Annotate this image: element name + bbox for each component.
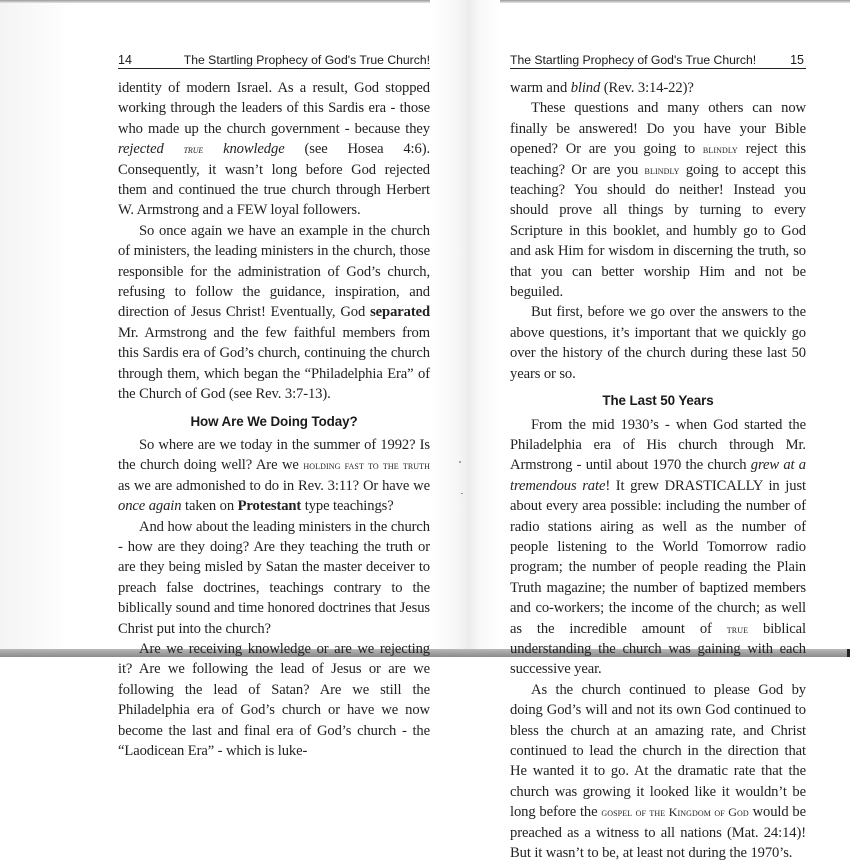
italic-text: blind bbox=[570, 80, 601, 96]
text-run: ! It grew DRASTICALLY in just about every area possible: including the number of radio stations airing as well as the number of people listening to the World Tomorrow radio program; the number of people reading the Plain Truth magazine; the number of baptized members and co-workers; the income of the church; as well as the incredible amount of bbox=[510, 477, 806, 637]
italic-text: once again bbox=[118, 498, 182, 515]
running-head-left bbox=[118, 50, 430, 69]
smallcaps-text: true bbox=[726, 621, 749, 636]
text-run: But first, before we go over the answers to the above questions, it’s important that we quickly go over the history of the church during these last 50 years or so. bbox=[510, 304, 806, 382]
italic-text: grew at a tremendous rate bbox=[510, 457, 806, 494]
smallcaps-text: blindly bbox=[702, 142, 738, 157]
scan-speck bbox=[461, 493, 463, 494]
italic-text: rejected bbox=[118, 141, 184, 158]
bold-text: Protestant bbox=[237, 498, 302, 515]
text-run: taken on bbox=[181, 498, 238, 515]
paragraph bbox=[510, 415, 806, 680]
paragraph bbox=[510, 680, 806, 863]
text-run: So where are we today in the summer of 1992? Is the church doing well? Are we bbox=[118, 436, 430, 474]
left-margin-shade bbox=[0, 3, 68, 649]
paragraph bbox=[118, 78, 430, 221]
section-heading: How Are We Doing Today? bbox=[190, 413, 358, 429]
text-run: As the church continued to please God by doing God’s will and not its own God continued to bless the church at an amazing rate, and Christ continued to lead the church in the direction that He wanted it to go. At the dramatic rate that the church was growing it looked like it wouldn’t be long before the bbox=[510, 681, 806, 821]
text-run: So once again we have an example in the church of ministers, the leading ministers in the church, those responsible for the administration of God’s church, refusing to follow the guidance, inspiration, and direction of Jesus Christ! Eventually, God bbox=[118, 222, 430, 321]
section-heading: The Last 50 Years bbox=[602, 393, 714, 409]
italic-text: knowledge bbox=[203, 141, 285, 158]
page-number: 15 bbox=[790, 53, 804, 67]
smallcaps-text: blindly bbox=[644, 162, 680, 177]
paragraph bbox=[118, 221, 430, 405]
text-run: Mr. Armstrong and the few faithful members from this Sardis era of God’s church, continuing the church through them, which began the “Philadelphia Era” of the Church of God (see Rev. 3:7-13). bbox=[118, 324, 430, 403]
right-page bbox=[510, 50, 806, 863]
smallcaps-text: gospel of the Kingdom of God bbox=[601, 805, 749, 820]
text-run: would be preached as a witness to all nations (Mat. 24:14)! But it wasn’t to be, at least not during the 1970’s. bbox=[510, 804, 807, 862]
paragraph bbox=[510, 78, 806, 98]
text-run: And how about the leading ministers in the church - how are they doing? Are they teaching the truth or are they being misled by Satan the master deceiver to preach false doctrines, teachings contrary to the biblically sound and time honored doctrines that Jesus Christ put into the church? bbox=[118, 518, 430, 637]
paragraph bbox=[118, 435, 430, 517]
left-page bbox=[118, 50, 430, 761]
text-run: Are we receiving knowledge or are we rejecting it? Are we following the lead of Jesus or are we following the lead of Satan? Are we still the Philadelphia era of God’s church or have we now become the last and final era of God’s church - the “Laodicean Era” - which is luke- bbox=[118, 640, 430, 759]
page-body bbox=[118, 78, 430, 761]
scan-speck bbox=[459, 461, 461, 463]
scan-top-edge bbox=[0, 0, 850, 3]
book-gutter bbox=[430, 0, 500, 649]
paragraph bbox=[118, 639, 430, 761]
smallcaps-italic-text: true bbox=[183, 142, 204, 157]
paragraph bbox=[510, 302, 806, 384]
running-head-title: The Startling Prophecy of God's True Church! bbox=[183, 53, 430, 67]
text-run: (see Hosea 4:6). Consequently, it wasn’t long before God rejected them and continued the true church through Herbert W. Armstrong and a FEW loyal followers. bbox=[118, 141, 431, 219]
text-run: These questions and many others can now finally be answered! Do you have your Bible opened? Or are you going to bbox=[510, 100, 806, 158]
page-body bbox=[510, 78, 806, 863]
text-run: as we are admonished to do in Rev. 3:11? Or have we bbox=[118, 477, 430, 494]
paragraph bbox=[510, 98, 806, 302]
running-head-right bbox=[510, 50, 806, 69]
text-run: biblical understanding the church was gaining with each successive year. bbox=[510, 620, 806, 678]
smallcaps-text: holding fast to the truth bbox=[303, 458, 430, 473]
text-run: (Rev. 3:14-22)? bbox=[600, 80, 694, 96]
text-run: going to accept this teaching? You should do neither! Instead you should prove all things by turning to every Scripture in this booklet, and humbly go to God and ask Him for wisdom in discerning the truth, so that you can better worship Him and not be beguiled. bbox=[510, 161, 806, 301]
text-run: identity of modern Israel. As a result, God stopped working through the leaders of this Sardis era - those who made up the church government - because they bbox=[118, 80, 430, 137]
running-head-title: The Startling Prophecy of God's True Church! bbox=[510, 53, 757, 67]
text-run: From the mid 1930’s - when God started the Philadelphia era of His church through Mr. Armstrong - until about 1970 the church bbox=[510, 416, 806, 474]
text-run: reject this teaching? Or are you bbox=[510, 141, 806, 178]
bold-text: separated bbox=[370, 304, 430, 321]
text-run: type teachings? bbox=[301, 498, 394, 515]
paragraph bbox=[118, 517, 430, 639]
page-number: 14 bbox=[118, 53, 132, 67]
text-run: warm and bbox=[510, 80, 571, 96]
